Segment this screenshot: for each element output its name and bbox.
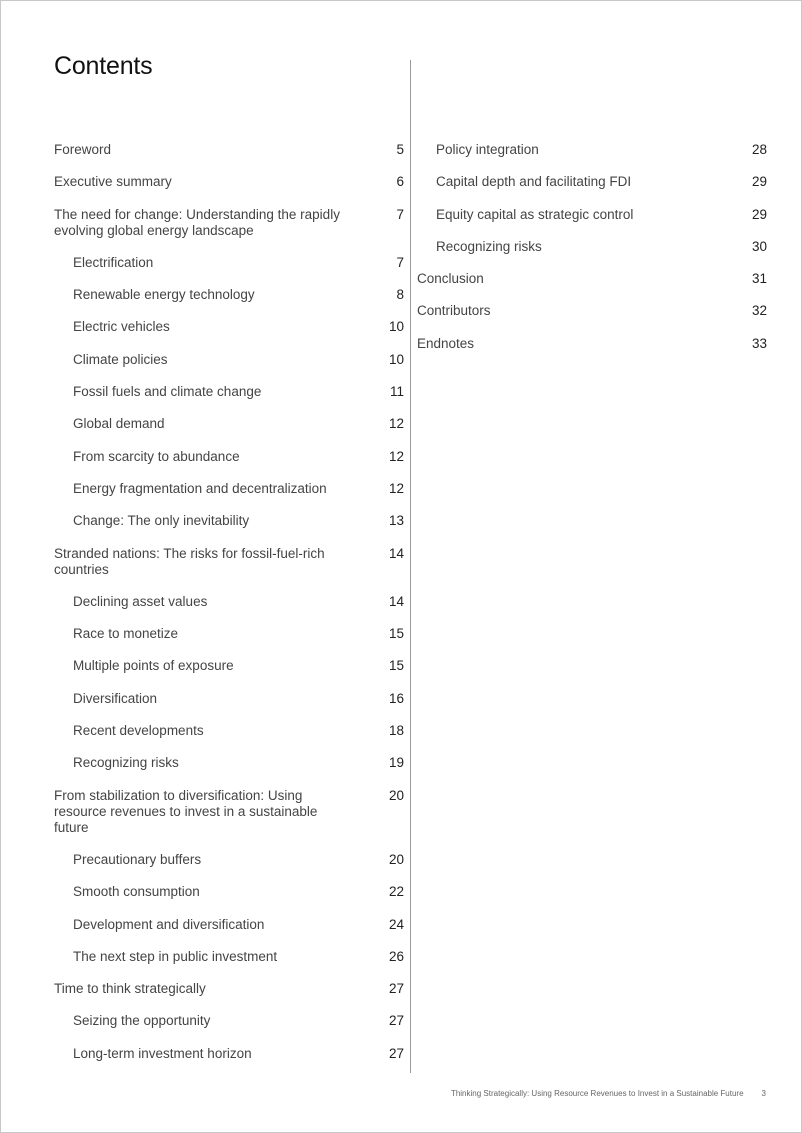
toc-right-column [417, 142, 767, 368]
toc-entry-page: 12 [388, 448, 404, 464]
toc-entry-page: 16 [388, 690, 404, 706]
toc-entry[interactable] [54, 949, 404, 981]
toc-entry-label: Smooth consumption [73, 884, 200, 900]
toc-entry-page: 20 [388, 787, 404, 803]
toc-entry-page: 20 [388, 851, 404, 867]
toc-entry-label: Executive summary [54, 174, 172, 190]
toc-entry-label: Seizing the opportunity [73, 1013, 211, 1029]
toc-entry[interactable] [54, 1013, 404, 1045]
toc-entry[interactable] [54, 546, 404, 594]
toc-entry[interactable] [54, 416, 404, 448]
toc-entry[interactable] [54, 626, 404, 658]
toc-entry[interactable] [54, 691, 404, 723]
toc-entry[interactable] [54, 884, 404, 916]
toc-entry[interactable] [54, 142, 404, 174]
toc-entry-page: 19 [388, 755, 404, 771]
toc-entry[interactable] [54, 917, 404, 949]
toc-entry-label: Electric vehicles [73, 319, 170, 335]
toc-entry-page: 29 [751, 206, 767, 222]
toc-entry-label: Capital depth and facilitating FDI [436, 174, 632, 190]
toc-entry-label: From scarcity to abundance [73, 448, 240, 464]
toc-entry[interactable] [54, 981, 404, 1013]
toc-entry-label: The next step in public investment [73, 948, 278, 964]
toc-entry-page: 30 [751, 238, 767, 254]
toc-entry-label: Conclusion [417, 271, 484, 287]
toc-entry[interactable] [54, 481, 404, 513]
toc-left-column [54, 142, 404, 1078]
footer-title: Thinking Strategically: Using Resource Revenues to Invest in a Sustainable Future [450, 1089, 744, 1098]
toc-entry[interactable] [54, 1046, 404, 1078]
toc-entry-page: 27 [388, 981, 404, 997]
toc-entry[interactable] [54, 513, 404, 545]
toc-entry-page: 18 [388, 723, 404, 739]
page-title: Contents [54, 52, 153, 80]
toc-entry[interactable] [54, 852, 404, 884]
toc-entry-label: Race to monetize [73, 626, 179, 642]
toc-entry-page: 29 [751, 174, 767, 190]
toc-entry-label: Electrification [73, 254, 154, 270]
toc-entry-label: Renewable energy technology [73, 287, 255, 303]
toc-entry-label: Equity capital as strategic control [436, 206, 634, 222]
toc-entry[interactable] [417, 239, 767, 271]
toc-entry[interactable] [54, 658, 404, 690]
toc-entry[interactable] [54, 174, 404, 206]
toc-entry[interactable] [54, 788, 404, 852]
toc-entry[interactable] [54, 319, 404, 351]
toc-entry[interactable] [54, 755, 404, 787]
toc-entry-page: 12 [388, 416, 404, 432]
toc-entry-label: Climate policies [73, 351, 168, 367]
toc-entry-label: Time to think strategically [54, 981, 206, 997]
toc-entry-label: Contributors [417, 303, 491, 319]
toc-entry-page: 10 [388, 319, 404, 335]
toc-entry[interactable] [54, 207, 404, 255]
toc-entry[interactable] [54, 384, 404, 416]
toc-entry-label: The need for change: Understanding the rapidly evolving global energy landscape [54, 206, 340, 238]
toc-entry-page: 10 [388, 351, 404, 367]
toc-entry[interactable] [54, 723, 404, 755]
toc-entry-label: Recent developments [73, 723, 204, 739]
toc-entry-page: 14 [388, 545, 404, 561]
toc-entry-page: 27 [388, 1013, 404, 1029]
toc-entry-label: Long-term investment horizon [73, 1045, 252, 1061]
toc-entry-label: Precautionary buffers [73, 851, 202, 867]
footer-page-number: 3 [761, 1089, 766, 1098]
toc-entry-label: Recognizing risks [73, 755, 179, 771]
toc-entry[interactable] [417, 336, 767, 368]
toc-entry-page: 8 [396, 287, 404, 303]
toc-entry-label: Endnotes [417, 335, 475, 351]
toc-entry-label: Recognizing risks [436, 238, 542, 254]
toc-entry-page: 33 [751, 335, 767, 351]
toc-entry-label: Global demand [73, 416, 165, 432]
toc-entry-label: Policy integration [436, 142, 539, 157]
toc-entry-page: 22 [388, 884, 404, 900]
toc-entry-page: 27 [388, 1045, 404, 1061]
toc-entry-page: 11 [389, 384, 404, 400]
toc-entry-page: 13 [388, 513, 404, 529]
toc-entry[interactable] [417, 271, 767, 303]
toc-entry[interactable] [417, 303, 767, 335]
toc-entry[interactable] [54, 594, 404, 626]
toc-entry-page: 24 [388, 916, 404, 932]
toc-entry-page: 7 [396, 206, 404, 222]
toc-entry-page: 26 [388, 948, 404, 964]
toc-entry-page: 6 [396, 174, 404, 190]
toc-entry-page: 31 [751, 271, 767, 287]
toc-entry-page: 14 [388, 593, 404, 609]
toc-entry-page: 28 [751, 142, 767, 157]
toc-entry-label: Stranded nations: The risks for fossil-fuel-rich countries [54, 545, 325, 577]
toc-entry-page: 15 [388, 658, 404, 674]
toc-entry[interactable] [54, 352, 404, 384]
toc-entry-label: From stabilization to diversification: Using resource revenues to invest in a sustainable future [54, 787, 318, 835]
toc-entry[interactable] [417, 207, 767, 239]
page-footer [451, 1089, 766, 1098]
toc-entry-label: Change: The only inevitability [73, 513, 250, 529]
toc-entry-label: Foreword [54, 142, 112, 157]
toc-entry-label: Multiple points of exposure [73, 658, 234, 674]
toc-entry-label: Development and diversification [73, 916, 265, 932]
toc-entry[interactable] [417, 174, 767, 206]
toc-entry-label: Fossil fuels and climate change [73, 384, 262, 400]
toc-entry[interactable] [417, 142, 767, 174]
toc-entry-label: Energy fragmentation and decentralization [73, 480, 327, 496]
toc-entry-label: Diversification [73, 690, 158, 706]
column-divider [410, 60, 411, 1073]
toc-entry-page: 32 [751, 303, 767, 319]
toc-entry-page: 7 [396, 254, 404, 270]
toc-entry-label: Declining asset values [73, 593, 208, 609]
toc-entry-page: 5 [396, 142, 404, 157]
toc-entry[interactable] [54, 255, 404, 287]
toc-entry-page: 15 [388, 626, 404, 642]
toc-entry[interactable] [54, 287, 404, 319]
toc-entry-page: 12 [388, 480, 404, 496]
toc-entry[interactable] [54, 449, 404, 481]
